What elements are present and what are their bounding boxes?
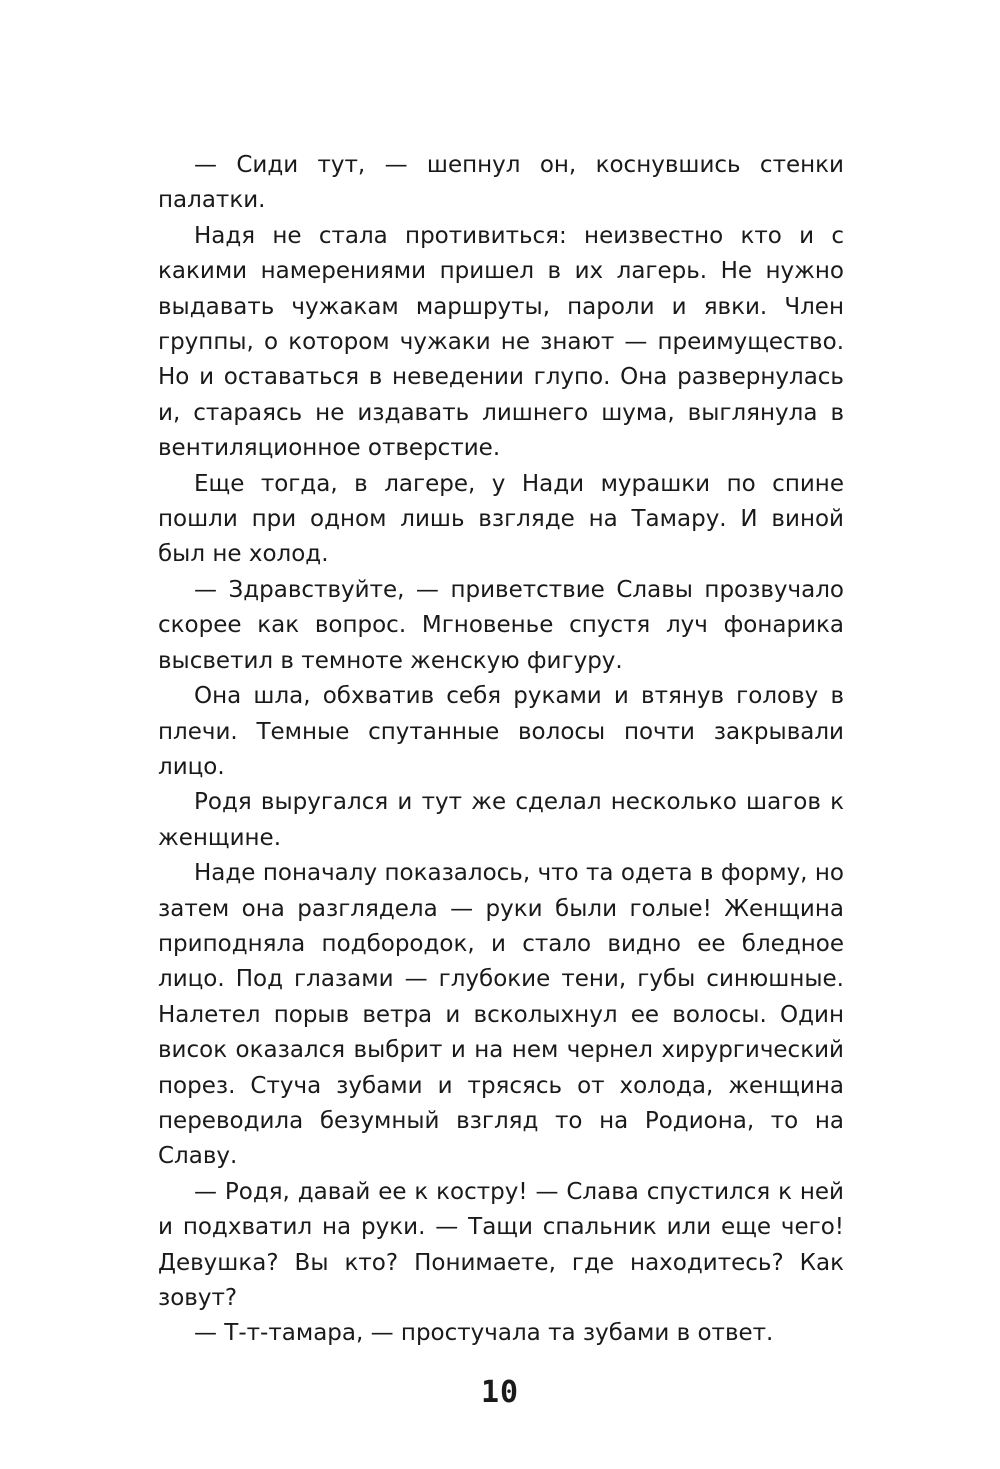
body-text [158, 148, 844, 1352]
paragraph: — Здравствуйте, — приветствие Славы прозвучало скорее как вопрос. Мгновенье спустя луч фонарика высветил в темноте женскую фигуру. [158, 576, 844, 674]
page-number: 10 [480, 1375, 520, 1410]
paragraph: — Т-т-тамара, — простучала та зубами в ответ. [194, 1320, 774, 1347]
paragraph: Еще тогда, в лагере, у Нади мурашки по спине пошли при одном лишь взгляде на Тамару. И виной был не холод. [158, 470, 844, 568]
paragraph: — Сиди тут, — шепнул он, коснувшись стенки палатки. [158, 152, 844, 214]
paragraph: Наде поначалу показалось, что та одета в форму, но затем она разглядела — руки были голые! Женщина приподняла подбородок, и стало видно ее бледное лицо. Под глазами — глубокие тени, губы синюшные. Налетел порыв ветра и всколыхнул ее волосы. Один висок оказался выбрит и на нем чернел хирургический порез. Стуча зубами и трясясь от холода, женщина переводила безумный взгляд то на Родиона, то на Славу. [158, 860, 844, 1170]
paragraph: Она шла, обхватив себя руками и втянув голову в плечи. Темные спутанные волосы почти закрывали лицо. [158, 683, 844, 780]
paragraph: Родя выругался и тут же сделал несколько шагов к женщине. [158, 789, 844, 851]
paragraph: — Родя, давай ее к костру! — Слава спустился к ней и подхватил на руки. — Тащи спальник или еще чего! Девушка? Вы кто? Понимаете, где находитесь? Как зовут? [158, 1178, 844, 1311]
paragraph: Надя не стала противиться: неизвестно кто и с какими намерениями пришел в их лагерь. Не нужно выдавать чужакам маршруты, пароли и явки. Член группы, о котором чужаки не знают — преимущество. Но и оставаться в неведении глупо. Она развернулась и, стараясь не издавать лишнего шума, выглянула в вентиляционное отверстие. [158, 222, 844, 462]
